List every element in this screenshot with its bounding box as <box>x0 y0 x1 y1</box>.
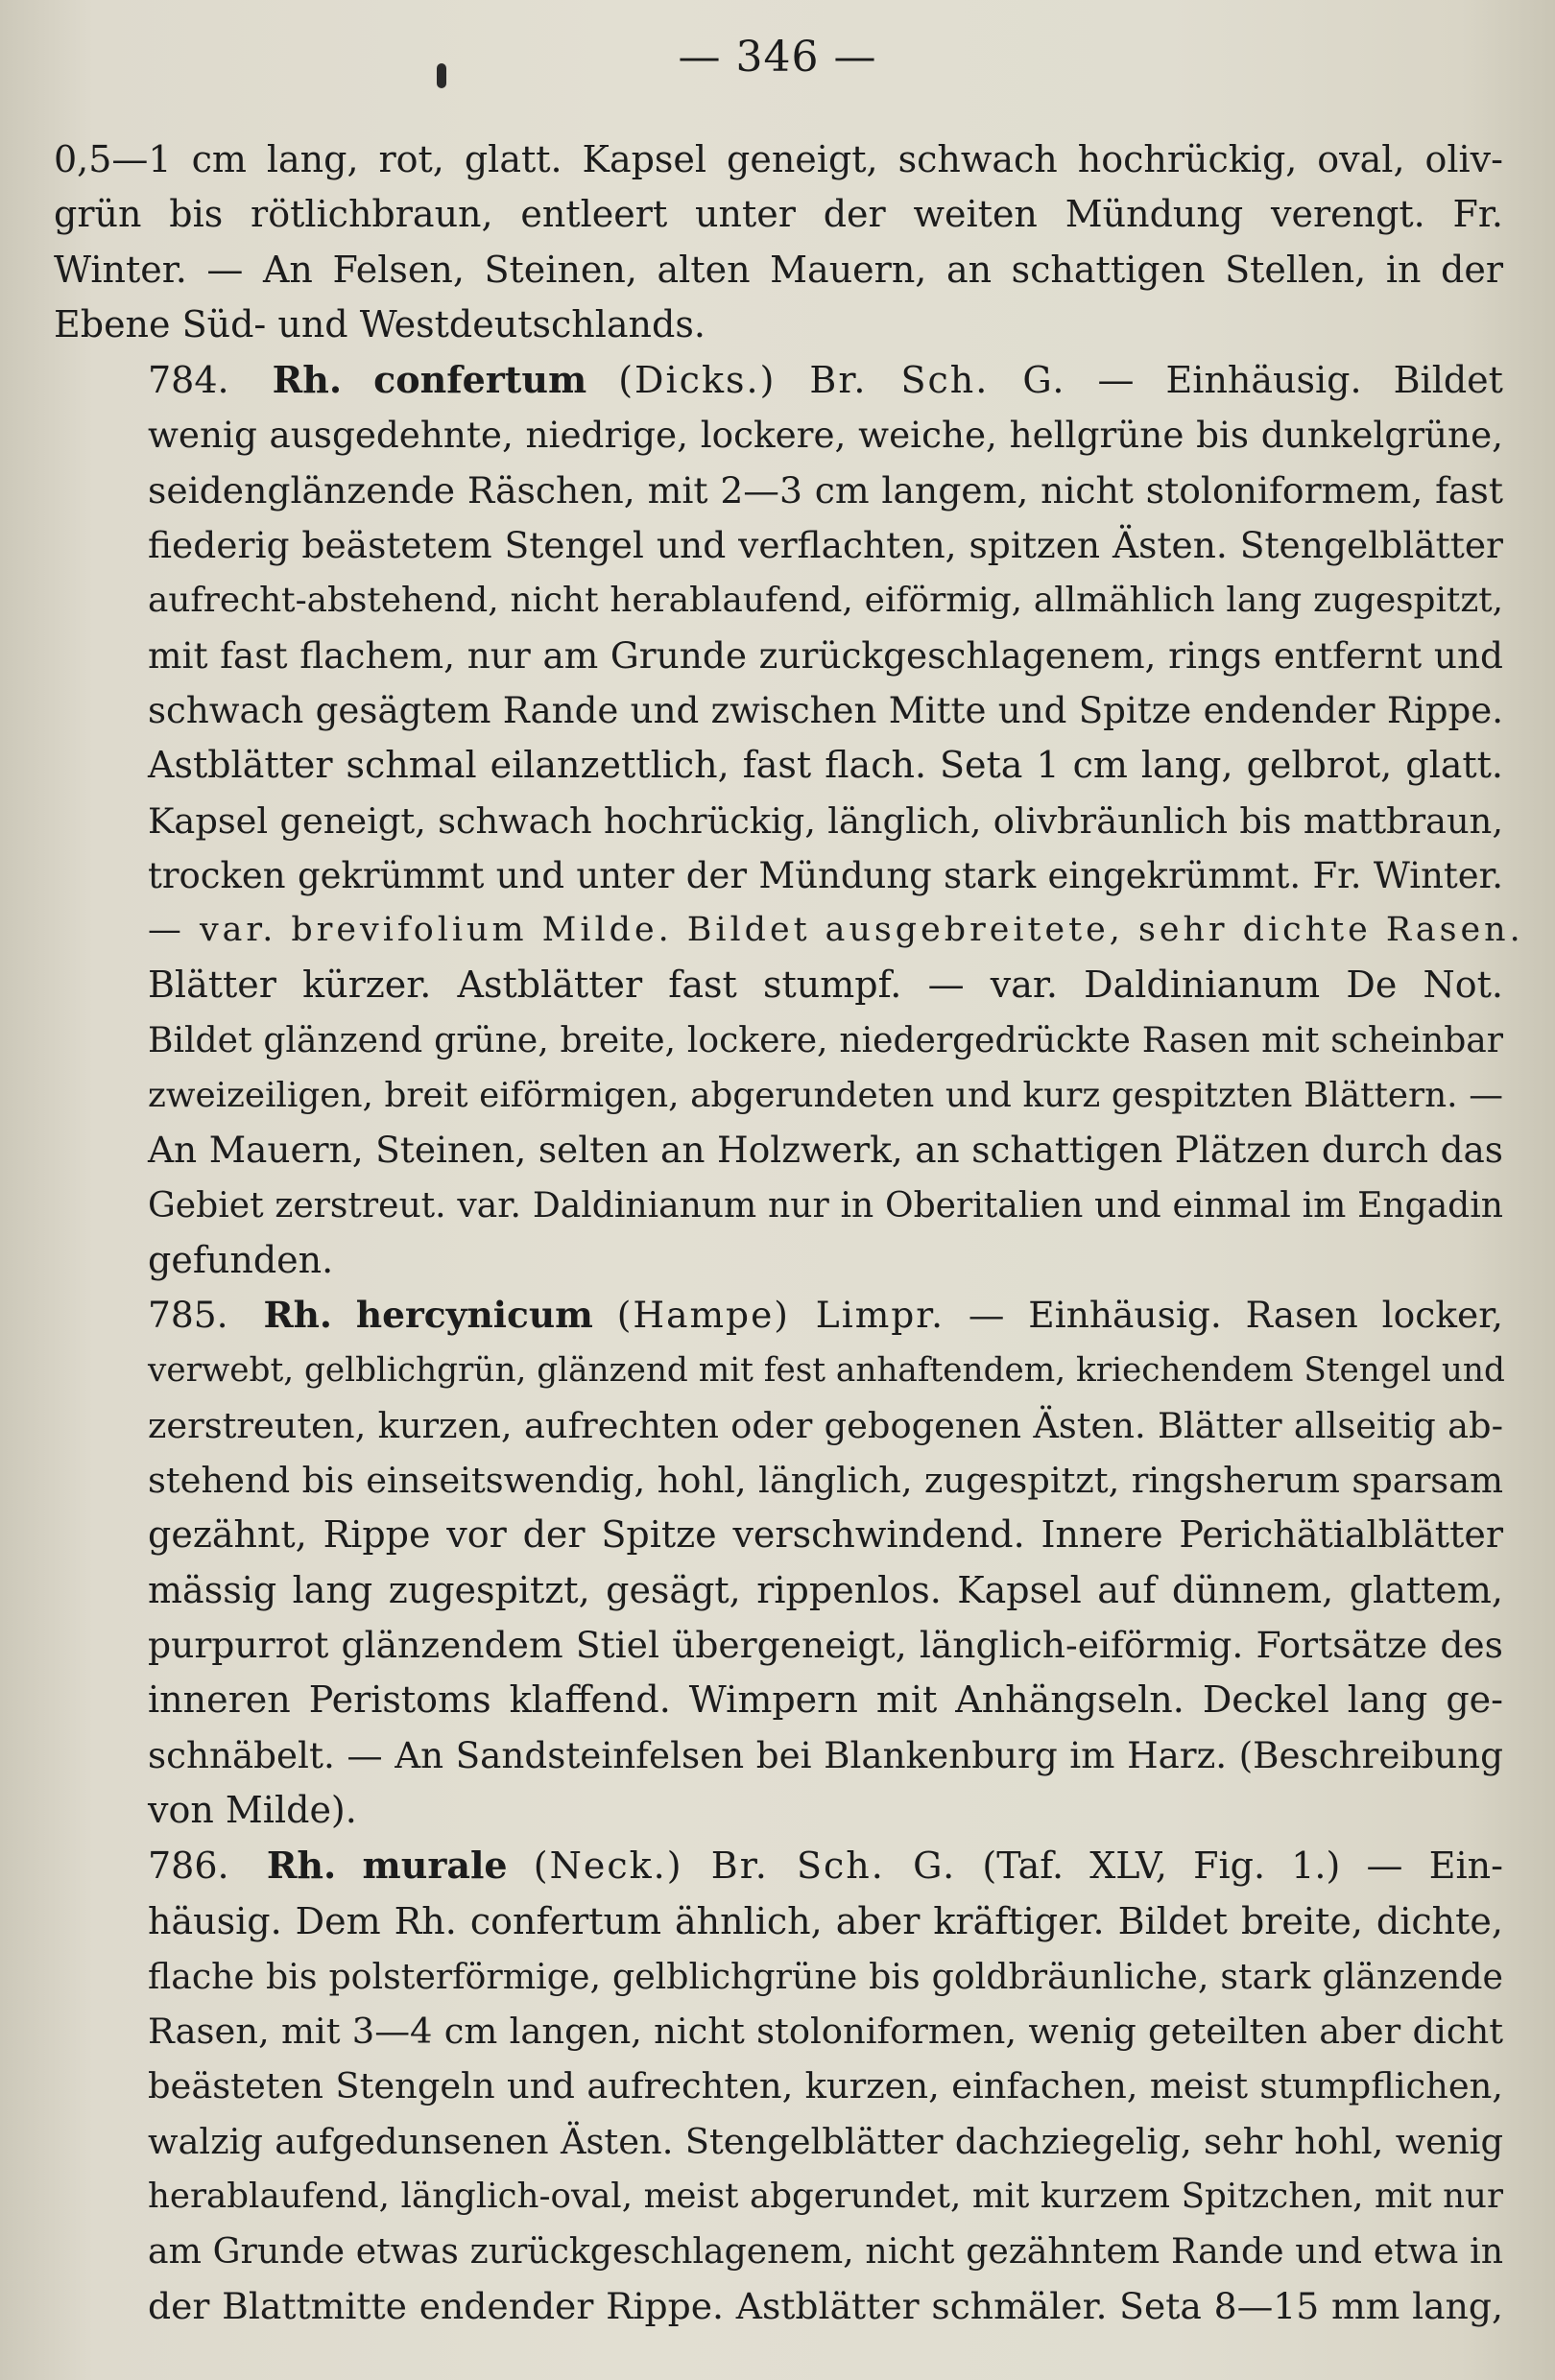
text-line: schwach gesägtem Rande und zwischen Mitte und Spitze endender Rippe. <box>148 689 1503 731</box>
text-line: Winter. — An Felsen, Steinen, alten Mauern, an schattigen Stellen, in der <box>54 248 1503 291</box>
text-line: herablaufend, länglich-oval, meist abgerundet, mit kurzem Spitzchen, mit nur <box>148 2176 1503 2216</box>
entry-number: 785. <box>148 1294 228 1337</box>
text-line: Rasen, mit 3—4 cm langen, nicht stoloniformen, wenig geteilten aber dicht <box>148 2011 1503 2053</box>
text-line: verwebt, gelblichgrün, glänzend mit fest anhaftendem, kriechendem Stengel und <box>148 1350 1505 1390</box>
entry-784 <box>54 352 1524 1288</box>
species-author: (Dicks.) Br. Sch. G. <box>618 359 1066 402</box>
entry-heading-line <box>54 1288 1503 1343</box>
text-line: stehend bis einseitswendig, hohl, länglich, zugespitzt, ringsherum sparsam <box>148 1460 1503 1502</box>
text-line: walzig aufgedunsenen Ästen. Stengelblätter dachziegelig, sehr hohl, wenig <box>148 2120 1503 2162</box>
entry-number: 784. <box>148 359 229 402</box>
text-line: 0,5—1 cm lang, rot, glatt. Kapsel geneigt, schwach hochrückig, oval, oliv- <box>54 138 1503 180</box>
entry-heading-rest: — Einhäusig. Bildet <box>1097 359 1503 402</box>
text-line: trocken gekrümmt und unter der Mündung stark eingekrümmt. Fr. Winter. <box>148 854 1503 896</box>
text-line: Gebiet zerstreut. var. Daldinianum nur in Oberitalien und einmal im Engadin <box>148 1184 1503 1226</box>
text-line: fiederig beästetem Stengel und verflachten, spitzen Ästen. Stengelblätter <box>148 524 1503 567</box>
text-line: gezähnt, Rippe vor der Spitze verschwindend. Innere Perichätialblätter <box>148 1513 1503 1557</box>
genus-name: Rh. <box>263 1294 332 1337</box>
entry-heading-rest: (Taf. XLV, Fig. 1.) — Ein- <box>982 1844 1503 1888</box>
entry-heading-rest: — Einhäusig. Rasen locker, <box>968 1294 1503 1337</box>
intro-paragraph <box>54 132 1503 352</box>
genus-name: Rh. <box>266 1844 337 1888</box>
species-name: confertum <box>373 358 587 402</box>
species-name: hercynicum <box>355 1294 593 1337</box>
text-line: Astblätter schmal eilanzettlich, fast flach. Seta 1 cm lang, gelbrot, glatt. <box>148 744 1503 787</box>
text-line: aufrecht-abstehend, nicht herablaufend, eiförmig, allmählich lang zugespitzt, <box>148 581 1503 621</box>
page-number: — 346 — <box>678 33 877 82</box>
entry-786 <box>54 1838 1503 2334</box>
text-line: Ebene Süd- und Westdeutschlands. <box>54 302 706 345</box>
text-line: — var. brevifolium Milde. Bildet ausgebreitete, sehr dichte Rasen. <box>148 911 1524 950</box>
text-line: von Milde). <box>148 1788 357 1831</box>
page-text <box>54 132 1524 2334</box>
text-line: zerstreuten, kurzen, aufrechten oder gebogenen Ästen. Blätter allseitig ab- <box>148 1404 1503 1446</box>
text-line: An Mauern, Steinen, selten an Holzwerk, an schattigen Plätzen durch das <box>148 1129 1503 1172</box>
text-line: schnäbelt. — An Sandsteinfelsen bei Blankenburg im Harz. (Beschreibung <box>148 1733 1503 1776</box>
entry-heading-line <box>54 1838 1503 1893</box>
text-line: Kapsel geneigt, schwach hochrückig, länglich, olivbräunlich bis mattbraun, <box>148 799 1503 842</box>
species-author: (Hampe) Limpr. <box>616 1294 945 1337</box>
entry-785 <box>54 1288 1503 1838</box>
species-name: murale <box>362 1844 508 1888</box>
entry-heading-line <box>54 352 1503 408</box>
text-line: purpurrot glänzendem Stiel übergeneigt, länglich-eiförmig. Fortsätze des <box>148 1624 1503 1667</box>
text-line: beästeten Stengeln und aufrechten, kurzen, einfachen, meist stumpflichen, <box>148 2065 1503 2107</box>
entry-number: 786. <box>148 1844 229 1888</box>
text-line: grün bis rötlichbraun, entleert unter der weiten Mündung verengt. Fr. <box>54 193 1503 236</box>
text-line: der Blattmitte endender Rippe. Astblätter schmäler. Seta 8—15 mm lang, <box>148 2284 1503 2327</box>
text-line: inneren Peristoms klaffend. Wimpern mit Anhängseln. Deckel lang ge- <box>148 1678 1503 1722</box>
text-line: seidenglänzende Räschen, mit 2—3 cm langem, nicht stoloniformem, fast <box>148 468 1503 512</box>
species-author: (Neck.) Br. Sch. G. <box>533 1844 957 1888</box>
text-line: mit fast flachem, nur am Grunde zurückgeschlagenem, rings entfernt und <box>148 633 1503 677</box>
text-line: häusig. Dem Rh. confertum ähnlich, aber kräftiger. Bildet breite, dichte, <box>148 1899 1503 1942</box>
text-line: Bildet glänzend grüne, breite, lockere, niedergedrückte Rasen mit scheinbar <box>148 1019 1503 1060</box>
genus-name: Rh. <box>272 358 343 402</box>
text-line: Blätter kürzer. Astblätter fast stumpf. — var. Daldinianum De Not. <box>148 964 1503 1007</box>
text-line: flache bis polsterförmige, gelblichgrüne bis goldbräunliche, stark glänzende <box>148 1955 1503 1997</box>
text-line: mässig lang zugespitzt, gesägt, rippenlos. Kapsel auf dünnem, glattem, <box>148 1568 1503 1611</box>
text-line: zweizeiligen, breit eiförmigen, abgerundeten und kurz gespitzten Blättern. — <box>148 1076 1503 1116</box>
text-line: gefunden. <box>148 1238 334 1281</box>
text-line: am Grunde etwas zurückgeschlagenem, nicht gezähntem Rande und etwa in <box>148 2230 1503 2273</box>
text-line: wenig ausgedehnte, niedrige, lockere, weiche, hellgrüne bis dunkelgrüne, <box>148 414 1503 457</box>
